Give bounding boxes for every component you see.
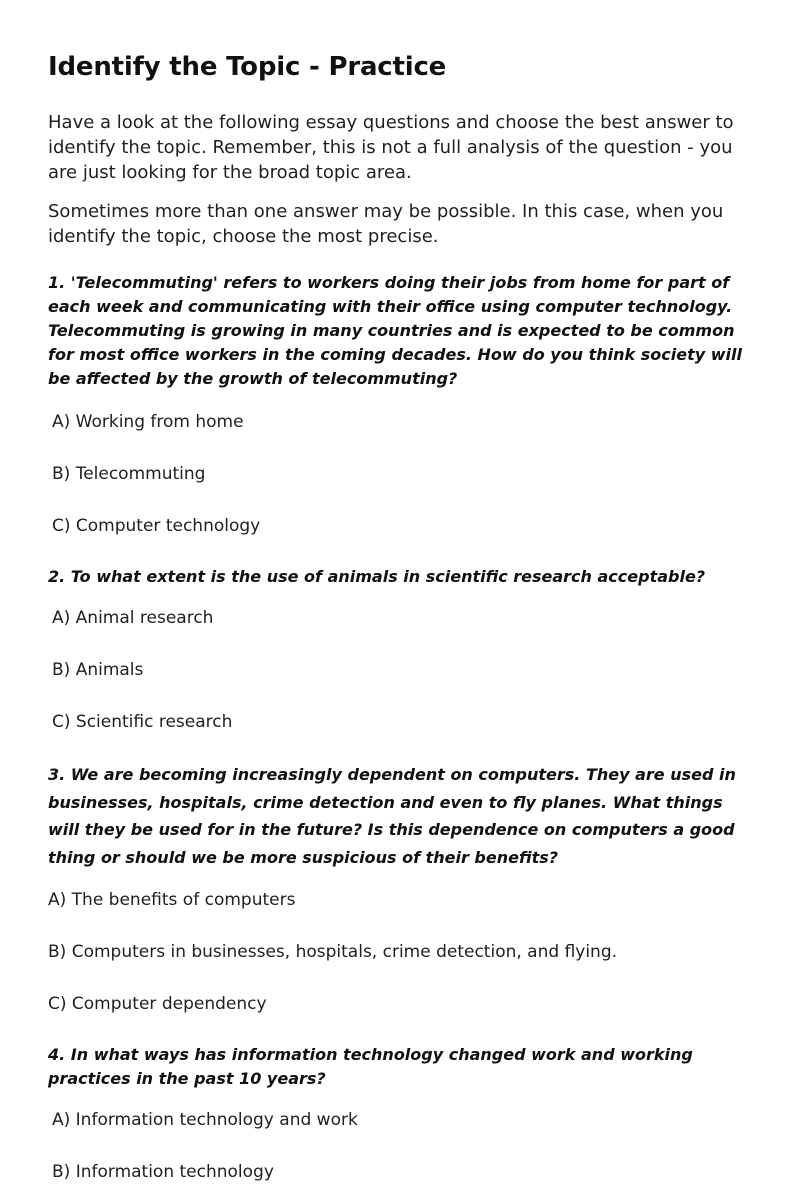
- question-2-options: [48, 599, 752, 743]
- answer-option[interactable]: B) Animals: [52, 660, 144, 680]
- question-2: 2. To what extent is the use of animals in scientific research acceptable?: [48, 567, 706, 586]
- question-3-options: [48, 881, 752, 1025]
- answer-option[interactable]: A) Information technology and work: [52, 1110, 358, 1130]
- answer-option[interactable]: C) Scientific research: [52, 712, 233, 732]
- question-1: 1. 'Telecommuting' refers to workers doing their jobs from home for part of each week and communicating with their office using computer technology. Telecommuting is growing in many countries and is expected to be common for most office workers in the coming decades. How do you think society will be affected by the growth of telecommuting?: [48, 273, 742, 388]
- answer-option[interactable]: C) Computer dependency: [48, 994, 267, 1014]
- intro-paragraph-2: Sometimes more than one answer may be possible. In this case, when you identify the topic, choose the most precise.: [48, 201, 724, 247]
- answer-option[interactable]: A) The benefits of computers: [48, 890, 296, 910]
- intro-paragraph-1: Have a look at the following essay questions and choose the best answer to identify the topic. Remember, this is not a full analysis of the question - you are just looking for the broad topic area.: [48, 112, 734, 183]
- question-4: 4. In what ways has information technology changed work and working practices in the past 10 years?: [48, 1045, 693, 1088]
- answer-option[interactable]: B) Information technology: [52, 1162, 274, 1182]
- answer-option[interactable]: C) Computer technology: [52, 516, 261, 536]
- question-4-options: [48, 1101, 752, 1193]
- page-title: Identify the Topic - Practice: [48, 52, 447, 82]
- answer-option[interactable]: B) Computers in businesses, hospitals, crime detection, and flying.: [48, 942, 618, 962]
- question-3: 3. We are becoming increasingly dependent on computers. They are used in businesses, hospitals, crime detection and even to fly planes. What things will they be used for in the future? Is this dependence on computers a good thing or should we be more suspicious of their benefits?: [48, 765, 736, 867]
- answer-option[interactable]: B) Telecommuting: [52, 464, 206, 484]
- answer-option[interactable]: A) Animal research: [52, 608, 214, 628]
- answer-option[interactable]: A) Working from home: [52, 412, 244, 432]
- question-1-options: [48, 403, 752, 547]
